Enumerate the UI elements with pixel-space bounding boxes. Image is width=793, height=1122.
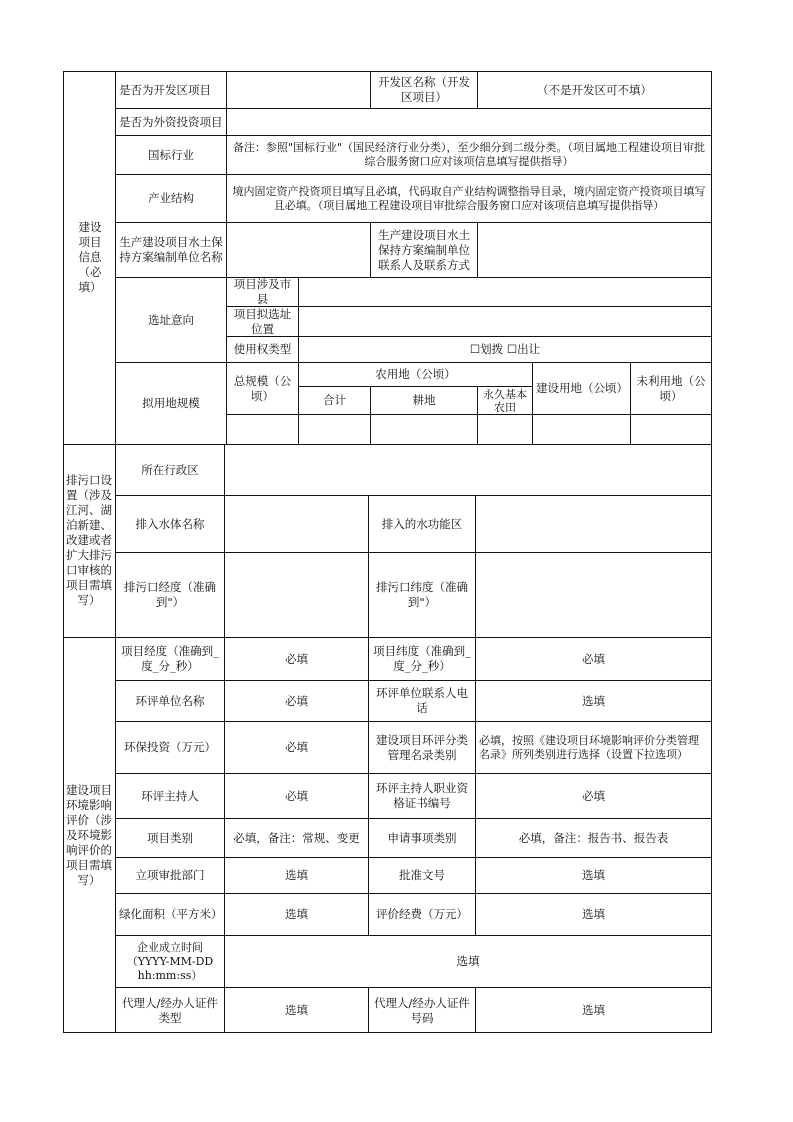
eia-unit-name-input[interactable]: 必填 xyxy=(285,693,308,708)
outfall-region-label: 所在行政区 xyxy=(141,462,199,477)
eia-apply-label: 申请事项类别 xyxy=(387,830,457,845)
dev-zone-label: 是否为开发区项目 xyxy=(119,82,211,97)
eia-agent-type-input[interactable]: 选填 xyxy=(285,1003,308,1017)
dev-zone-input[interactable] xyxy=(227,72,370,108)
eia-type-label: 项目类别 xyxy=(147,830,193,845)
construction-land-label: 建设用地（公顷） xyxy=(536,381,628,395)
eia-type-input[interactable]: 必填，备注：常规、变更 xyxy=(233,830,360,845)
industry-label: 国标行业 xyxy=(148,147,194,162)
eia-host-label: 环评主持人 xyxy=(141,788,199,803)
eia-green-label: 绿化面积（平方米） xyxy=(119,907,223,921)
outfall-lon-label: 排污口经度（准确到"） xyxy=(124,580,216,609)
eia-category-label: 建设项目环评分类管理名录类别 xyxy=(376,732,468,762)
eia-invest-input[interactable]: 必填 xyxy=(285,740,308,754)
function-zone-label: 排入的水功能区 xyxy=(381,516,463,531)
foreign-label: 是否为外资投资项目 xyxy=(119,114,223,129)
eia-agent-no-label: 代理人/经办人证件号码 xyxy=(374,995,470,1025)
total-scale-label: 总规模（公顷） xyxy=(233,373,292,403)
city-input[interactable] xyxy=(299,278,711,306)
location-label: 项目拟选址位置 xyxy=(233,307,292,336)
dev-zone-name-input[interactable]: （不是开发区可不填） xyxy=(537,82,652,97)
function-zone-input[interactable] xyxy=(476,496,711,552)
cultivated-label: 耕地 xyxy=(412,393,436,407)
eia-unit-name-label: 环评单位名称 xyxy=(135,693,205,708)
construction-land-input[interactable] xyxy=(533,415,630,444)
unused-land-label: 未利用地（公顷） xyxy=(636,373,706,403)
soil-contact-input[interactable] xyxy=(478,223,711,277)
farm-total-label: 合计 xyxy=(323,393,346,407)
eia-cert-label: 环评主持人职业资格证书编号 xyxy=(376,781,468,810)
soil-unit-input[interactable] xyxy=(227,223,370,277)
eia-lon-label: 项目经度（准确到_度_分_秒） xyxy=(121,644,219,673)
farmland-label: 农用地（公顷） xyxy=(375,367,456,381)
soil-contact-label: 生产建设项目水土保持方案编制单位联系人及联系方式 xyxy=(378,227,470,272)
soil-unit-label: 生产建设项目水土保持方案编制单位名称 xyxy=(119,235,223,264)
section-title-project-info: 建设项目信息（必填） xyxy=(78,220,102,294)
eia-agent-type-label: 代理人/经办人证件类型 xyxy=(122,995,218,1025)
outfall-lat-label: 排污口纬度（准确到"） xyxy=(376,580,468,609)
eia-agent-no-input[interactable]: 选填 xyxy=(582,1003,605,1017)
industry-input[interactable]: 备注：参照"国标行业"（国民经济行业分类），至少细分到二级分类。（项目属地工程建设项目审批综合服务窗口应对该项信息填写提供指导） xyxy=(232,141,706,168)
eia-apply-input[interactable]: 必填，备注：报告书、报告表 xyxy=(518,830,669,845)
structure-label: 产业结构 xyxy=(148,191,194,205)
water-body-label: 排入水体名称 xyxy=(135,516,205,531)
land-right-label: 使用权类型 xyxy=(233,342,292,356)
eia-dept-label: 立项审批部门 xyxy=(135,868,205,882)
eia-category-select[interactable]: 必填，按照《建设项目环境影响评价分类管理名录》所列类别进行选择（设置下拉选项） xyxy=(479,733,699,761)
dev-zone-name-label: 开发区名称（开发区项目） xyxy=(378,75,470,104)
eia-fee-label: 评价经费（万元） xyxy=(376,907,468,921)
eia-cert-input[interactable]: 必填 xyxy=(582,788,605,803)
outfall-lon-input[interactable] xyxy=(225,553,368,637)
eia-unit-phone-label: 环评单位联系人电话 xyxy=(376,686,468,715)
eia-unit-phone-input[interactable]: 选填 xyxy=(582,693,605,708)
eia-lat-input[interactable]: 必填 xyxy=(582,651,605,666)
outfall-region-input[interactable] xyxy=(225,445,711,495)
basic-farmland-label: 永久基本农田 xyxy=(483,387,527,414)
city-label: 项目涉及市县 xyxy=(233,278,292,306)
eia-founded-label: 企业成立时间（YYYY-MM-DD hh:mm:ss） xyxy=(126,940,214,982)
cultivated-input[interactable] xyxy=(371,415,477,444)
eia-host-input[interactable]: 必填 xyxy=(285,788,308,803)
land-scale-label: 拟用地规模 xyxy=(142,396,200,410)
site-label: 选址意向 xyxy=(148,312,194,327)
section-title-eia: 建设项目环境影响评价（涉及环境影响评价的项目需填写） xyxy=(66,782,112,887)
eia-doc-label: 批准文号 xyxy=(399,868,445,882)
total-scale-input[interactable] xyxy=(227,415,298,444)
location-input[interactable] xyxy=(299,307,711,336)
eia-fee-input[interactable]: 选填 xyxy=(582,907,605,921)
section-title-outfall: 排污口设置（涉及江河、湖泊新建、改建或者扩大排污口审核的项目需填写） xyxy=(66,473,112,607)
water-body-input[interactable] xyxy=(225,496,368,552)
eia-founded-input[interactable]: 选填 xyxy=(456,954,480,968)
eia-lat-label: 项目纬度（准确到_度_分_秒） xyxy=(373,644,471,673)
eia-lon-input[interactable]: 必填 xyxy=(285,651,308,666)
eia-dept-input[interactable]: 选填 xyxy=(285,868,308,882)
eia-doc-input[interactable]: 选填 xyxy=(582,868,605,882)
eia-green-input[interactable]: 选填 xyxy=(285,907,308,921)
land-right-options[interactable]: ☐划拨 ☐出让 xyxy=(469,342,541,356)
foreign-input[interactable] xyxy=(227,109,711,135)
unused-land-input[interactable] xyxy=(631,415,711,444)
basic-farmland-input[interactable] xyxy=(478,415,532,444)
eia-invest-label: 环保投资（万元） xyxy=(124,740,216,754)
farm-total-input[interactable] xyxy=(299,415,370,444)
outfall-lat-input[interactable] xyxy=(476,553,711,637)
structure-input[interactable]: 境内固定资产投资项目填写且必填，代码取自产业结构调整指导目录，境内固定资产投资项目填写且必填。（项目属地工程建设项目审批综合服务窗口应对该项信息填写提供指导） xyxy=(232,184,706,212)
